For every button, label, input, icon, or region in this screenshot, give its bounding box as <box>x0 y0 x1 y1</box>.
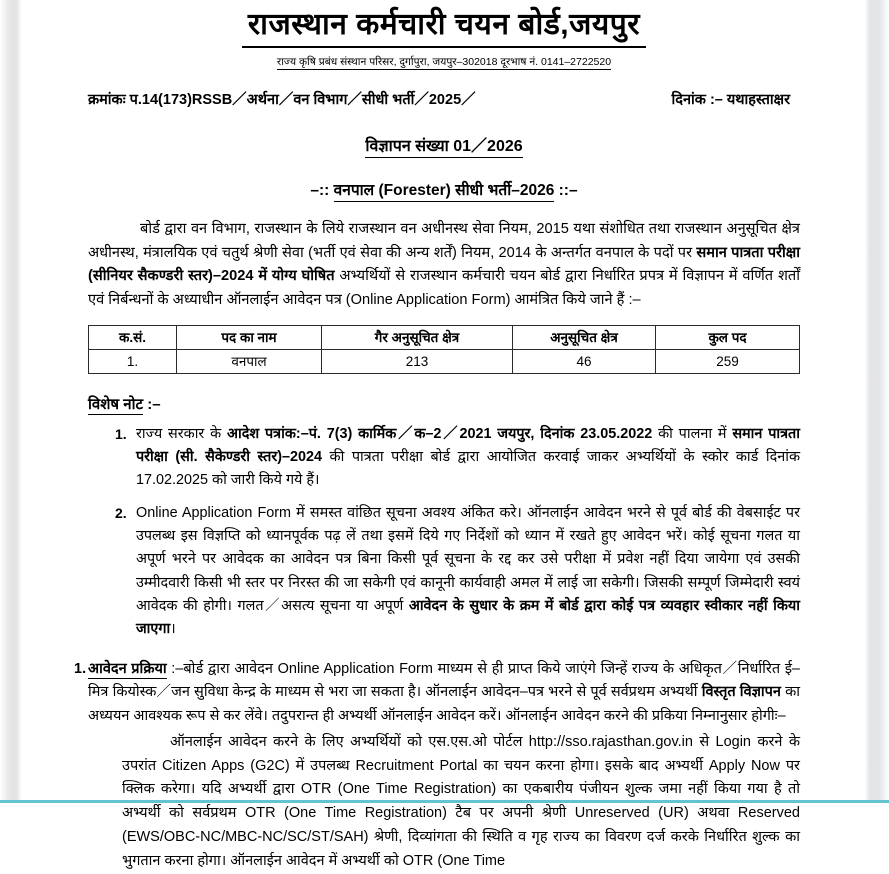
reference-number: क्रमांकः प.14(173)RSSB／अर्थना／वन विभाग／सीधी भर्ती／2025／ <box>88 92 476 109</box>
intro-bold-1: समान पात्रता परीक्षा (सीनियर सैकण्डरी स्तर)–2024 में योग्य घोषित <box>88 244 800 285</box>
cell-serial: 1. <box>89 349 177 373</box>
advertisement-number <box>88 133 800 156</box>
special-note-heading-text: विशेष नोट <box>88 395 144 413</box>
post-title-prefix: –:: <box>310 182 334 200</box>
special-note-heading-suffix: :– <box>143 395 161 413</box>
cell-post-name: वनपाल <box>177 349 322 373</box>
note-marker-2: 2. <box>115 504 127 521</box>
organization-address-text: राज्य कृषि प्रबंध संस्थान परिसर, दुर्गापुरा, जयपुर–302018 दूरभाष नं. 0141–2722520 <box>276 55 612 68</box>
cell-scheduled: 46 <box>513 349 656 373</box>
table-header-post-name: पद का नाम <box>177 325 322 349</box>
organization-title-text: राजस्थान कर्मचारी चयन बोर्ड,जयपुर <box>242 6 646 48</box>
cell-total: 259 <box>656 349 800 373</box>
section-title: आवेदन प्रक्रिया <box>88 660 167 677</box>
note1-bold-2: समान पात्रता परीक्षा (सी. सैकेण्डरी स्तर)–2024 <box>136 425 800 465</box>
intro-part-1: बोर्ड द्वारा वन विभाग, राजस्थान के लिये राजस्थान वन अधीनस्थ सेवा नियम, 2015 यथा संशोधित तथा राजस्थान अनुसूचित क्षेत्र अधीनस्थ, मंत्रालयिक एवं चतुर्थ श्रेणी सेवा (भर्ती एवं सेवा की अन्य शर्तें) नियम, 2014 के अन्तर्गत वनपाल के पदों पर <box>88 221 800 261</box>
intro-paragraph <box>88 218 800 313</box>
post-title-text: वनपाल (Forester) सीधी भर्ती–2026 <box>334 182 555 202</box>
table-header-scheduled: अनुसूचित क्षेत्र <box>513 325 656 349</box>
note2-bold-1: आवेदन के सुधार के क्रम में बोर्ड द्वारा कोई पत्र व्यवहार स्वीकार नहीं किया जाएगा <box>136 597 800 638</box>
reference-row <box>88 88 800 109</box>
special-note-list <box>88 423 800 642</box>
reference-date: दिनांक :– यथाहस्ताक्षर <box>671 92 790 109</box>
intro-part-2: अभ्यर्थियों से राजस्थान कर्मचारी चयन बोर्ड द्वारा निर्धारित प्रपत्र में विज्ञापन में वर्णित शर्तों एवं निर्बन्धनों के अध्याधीन ऑनलाईन आवेदन पत्र (Online Application Form) आमंत्रित किये जाने हैं :– <box>88 268 800 309</box>
application-process-section <box>74 658 800 729</box>
note1-part-3: की पात्रता परीक्षा बोर्ड द्वारा आयोजित करवाई जाकर अभ्यर्थियों के स्कोर कार्ड दिनांक 17.02.2025 को जारी किये गये हैं। <box>136 448 800 489</box>
note1-part-1: राज्य सरकार के <box>136 425 228 442</box>
advertisement-number-text: विज्ञापन संख्या 01／2026 <box>365 138 522 158</box>
list-item <box>88 423 800 493</box>
section-body-2: का अध्ययन आवश्यक रूप से कर लेंवे। तदुपरान्त ही अभ्यर्थी ऑनलाईन आवेदन करें। ऑनलाईन आवेदन करने की प्रकिया निम्नानुसार होगीः– <box>88 684 800 725</box>
section-body-bold: विस्तृत विज्ञापन <box>701 684 781 701</box>
note2-part-1: Online Application Form में समस्त वांछित सूचना अवश्य अंकित करे। ऑनलाईन आवेदन भरने से पूर्व बोर्ड की वेबसाईट पर उपलब्ध इस विज्ञप्ति को ध्यानपूर्वक पढ़ लें तथा इसमें दिये गए निर्देशों को ध्यान में रखते हुए आवेदन भरें। कोई सूचना गलत या अपूर्ण भरने पर आवेदक का आवेदन पत्र बिना किसी पूर्व सूचना के रद्द कर उसे परीक्षा में प्रवेश नहीं दिया जायेगा एवं उसकी उम्मीदवारी किसी भी स्तर पर निरस्त की जा सकेगी एवं कानूनी कार्यवाही अमल में लाई जा सकेगी। जिसकी सम्पूर्ण जिम्मेदारी स्वयं आवेदक की होगी। गलत／असत्य सूचना या अपूर्ण <box>136 504 800 614</box>
note-marker-1: 1. <box>115 425 127 442</box>
list-item <box>88 502 800 642</box>
page-left-edge-shadow <box>0 0 22 803</box>
table-header-serial: क.सं. <box>89 325 177 349</box>
special-note-heading <box>88 394 800 414</box>
document-content <box>74 0 800 874</box>
page-right-edge-shadow <box>865 0 889 803</box>
table-row <box>89 349 800 373</box>
table-header-non-scheduled: गैर अनुसूचित क्षेत्र <box>322 325 513 349</box>
note1-part-2: की पालना में <box>652 425 733 442</box>
section-number: 1. <box>74 660 87 677</box>
section-paragraph-2: ऑनलाईन आवेदन करने के लिए अभ्यर्थियों को एस.एस.ओ पोर्टल http://sso.rajasthan.gov.in से Login करने के उपरांत Citizen Apps (G2C) में उपलब्ध Recruitment Portal का चयन करना होगा। इसके बाद अभ्यर्थी Apply Now पर क्लिक करेगा। यदि अभ्यर्थी द्वारा OTR (One Time Registration) का एकबारीय पंजीयन शुल्क जमा नहीं किया गया है तो अभ्यर्थी को सर्वप्रथम OTR (One Time Registration) टैब पर अपनी श्रेणी Unreserved (UR) अथवा Reserved (EWS/OBC-NC/MBC-NC/SC/ST/SAH) श्रेणी, दिव्यांगता की स्थिति व गृह राज्य का विवरण दर्ज करके निर्धारित शुल्क का भुगतान करना होगा। ऑनलाईन आवेदन में अभ्यर्थी को OTR (One Time <box>122 733 800 869</box>
organization-title <box>88 6 800 50</box>
cell-non-scheduled: 213 <box>322 349 513 373</box>
note1-bold-1: आदेश पत्रांक:–पं. 7(3) कार्मिक／क–2／2021 जयपुर, दिनांक 23.05.2022 <box>227 425 653 442</box>
posts-table <box>88 325 800 374</box>
section-colon: :– <box>166 660 184 677</box>
organization-address <box>88 56 800 69</box>
section-body-1: बोर्ड द्वारा आवेदन Online Application Form माध्यम से ही प्राप्त किये जाएंगे जिन्हें राज्य के अधिकृत／निर्धारित ई–मित्र कियोस्क／जन सुविधा केन्द्र के माध्यम से भरा जा सकता है। ऑनलाईन आवेदन–पत्र भरने से पूर्व सर्वप्रथम अभ्यर्थी <box>88 660 800 701</box>
post-title-line <box>88 178 800 200</box>
table-header-row <box>89 325 800 349</box>
post-title-suffix: ::– <box>554 182 578 200</box>
table-header-total-posts: कुल पद <box>656 325 800 349</box>
note2-part-2: । <box>170 621 176 638</box>
